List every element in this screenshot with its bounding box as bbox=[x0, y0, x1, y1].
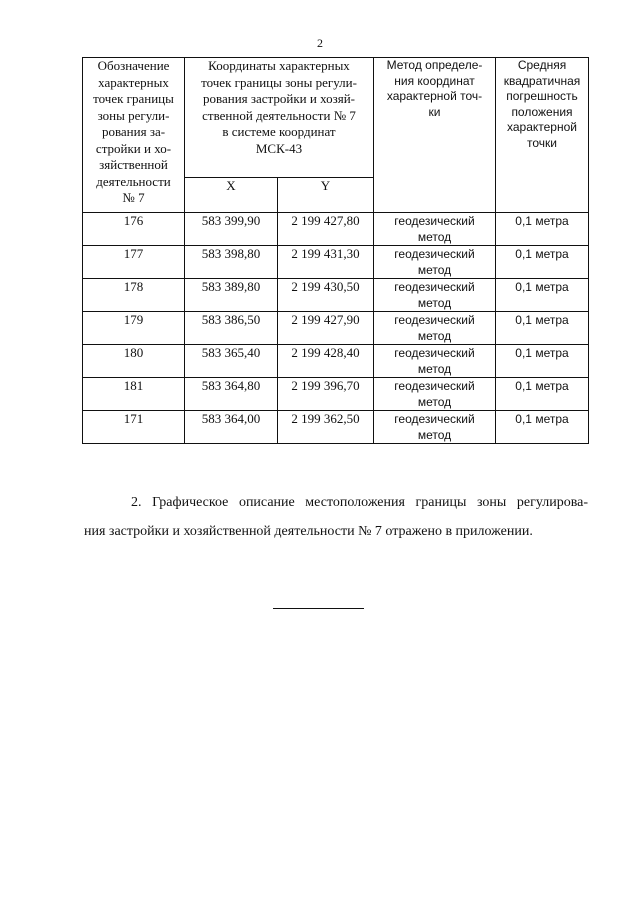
method-line: метод bbox=[417, 428, 452, 442]
table-row bbox=[83, 312, 589, 345]
cell-method bbox=[374, 312, 496, 345]
header-line: ственной деятельности № 7 bbox=[202, 107, 356, 123]
cell-error: 0,1 метра bbox=[496, 279, 589, 312]
method-line: метод bbox=[417, 296, 452, 310]
cell-error: 0,1 метра bbox=[496, 312, 589, 345]
header-coordinates bbox=[185, 58, 374, 178]
paragraph-line: ния застройки и хозяйственной деятельности № 7 отражено в приложении. bbox=[84, 524, 533, 539]
cell-error: 0,1 метра bbox=[496, 213, 589, 246]
table-row bbox=[83, 213, 589, 246]
header-line: МСК-43 bbox=[255, 140, 303, 156]
header-line: № 7 bbox=[122, 190, 145, 205]
cell-point: 178 bbox=[83, 279, 185, 312]
cell-method bbox=[374, 279, 496, 312]
header-line: характерных bbox=[98, 74, 169, 90]
cell-point: 176 bbox=[83, 213, 185, 246]
cell-y: 2 199 430,50 bbox=[278, 279, 374, 312]
cell-point: 177 bbox=[83, 246, 185, 279]
header-line: положения bbox=[511, 104, 573, 119]
header-x: X bbox=[185, 178, 278, 213]
cell-x: 583 364,00 bbox=[185, 411, 278, 444]
cell-error: 0,1 метра bbox=[496, 378, 589, 411]
header-line: Метод определе- bbox=[386, 58, 483, 72]
method-line: геодезический bbox=[394, 280, 475, 294]
end-separator-line bbox=[273, 608, 364, 609]
header-line: рования за- bbox=[101, 124, 166, 139]
cell-y: 2 199 431,30 bbox=[278, 246, 374, 279]
method-line: метод bbox=[417, 263, 452, 277]
header-line: ния координат bbox=[394, 73, 475, 88]
header-line: характерной bbox=[507, 120, 577, 134]
header-line: Обозначение bbox=[97, 58, 170, 73]
cell-y: 2 199 362,50 bbox=[278, 411, 374, 444]
cell-point: 181 bbox=[83, 378, 185, 411]
header-line: погрешность bbox=[506, 89, 578, 103]
cell-point: 171 bbox=[83, 411, 185, 444]
cell-error: 0,1 метра bbox=[496, 345, 589, 378]
coordinates-table bbox=[82, 57, 589, 444]
header-mean-square-error bbox=[496, 58, 589, 213]
header-line: точки bbox=[527, 135, 557, 150]
header-line: стройки и хо- bbox=[95, 140, 172, 156]
header-line: Координаты характерных bbox=[208, 58, 350, 73]
cell-y: 2 199 427,80 bbox=[278, 213, 374, 246]
header-line: точек границы bbox=[93, 91, 174, 106]
table-header-row bbox=[83, 58, 589, 178]
body-paragraph bbox=[84, 488, 588, 546]
header-line: в системе координат bbox=[222, 124, 336, 139]
method-line: метод bbox=[417, 395, 452, 409]
header-line: рования застройки и хозяй- bbox=[203, 91, 355, 106]
cell-y: 2 199 427,90 bbox=[278, 312, 374, 345]
table-row bbox=[83, 279, 589, 312]
paragraph-line: 2. Графическое описание местоположения границы зоны регулирова- bbox=[131, 495, 588, 510]
page-number: 2 bbox=[317, 36, 323, 50]
header-line: квадратичная bbox=[503, 73, 581, 88]
cell-error: 0,1 метра bbox=[496, 411, 589, 444]
table-row bbox=[83, 411, 589, 444]
cell-method bbox=[374, 213, 496, 246]
method-line: геодезический bbox=[394, 313, 475, 327]
method-line: метод bbox=[417, 362, 452, 376]
method-line: метод bbox=[417, 230, 452, 244]
header-point-designation bbox=[83, 58, 185, 213]
table-row bbox=[83, 378, 589, 411]
cell-y: 2 199 396,70 bbox=[278, 378, 374, 411]
header-line: зоны регули- bbox=[97, 107, 170, 123]
method-line: геодезический bbox=[394, 346, 475, 360]
cell-x: 583 389,80 bbox=[185, 279, 278, 312]
header-line: зяйственной bbox=[99, 157, 168, 172]
cell-x: 583 364,80 bbox=[185, 378, 278, 411]
cell-x: 583 399,90 bbox=[185, 213, 278, 246]
cell-y: 2 199 428,40 bbox=[278, 345, 374, 378]
method-line: метод bbox=[417, 329, 452, 343]
method-line: геодезический bbox=[394, 214, 475, 228]
header-y: Y bbox=[278, 178, 374, 213]
header-line: ки bbox=[428, 104, 441, 119]
header-line: деятельности bbox=[96, 173, 171, 189]
method-line: геодезический bbox=[394, 379, 475, 393]
cell-x: 583 386,50 bbox=[185, 312, 278, 345]
cell-method bbox=[374, 345, 496, 378]
cell-method bbox=[374, 246, 496, 279]
header-line: Средняя bbox=[517, 58, 567, 72]
cell-x: 583 398,80 bbox=[185, 246, 278, 279]
cell-method bbox=[374, 411, 496, 444]
cell-x: 583 365,40 bbox=[185, 345, 278, 378]
cell-point: 179 bbox=[83, 312, 185, 345]
header-line: характерной точ- bbox=[386, 89, 483, 103]
cell-error: 0,1 метра bbox=[496, 246, 589, 279]
cell-method bbox=[374, 378, 496, 411]
header-method bbox=[374, 58, 496, 213]
header-line: точек границы зоны регули- bbox=[201, 74, 357, 90]
table-row bbox=[83, 246, 589, 279]
method-line: геодезический bbox=[394, 247, 475, 261]
cell-point: 180 bbox=[83, 345, 185, 378]
method-line: геодезический bbox=[394, 412, 475, 426]
table-row bbox=[83, 345, 589, 378]
